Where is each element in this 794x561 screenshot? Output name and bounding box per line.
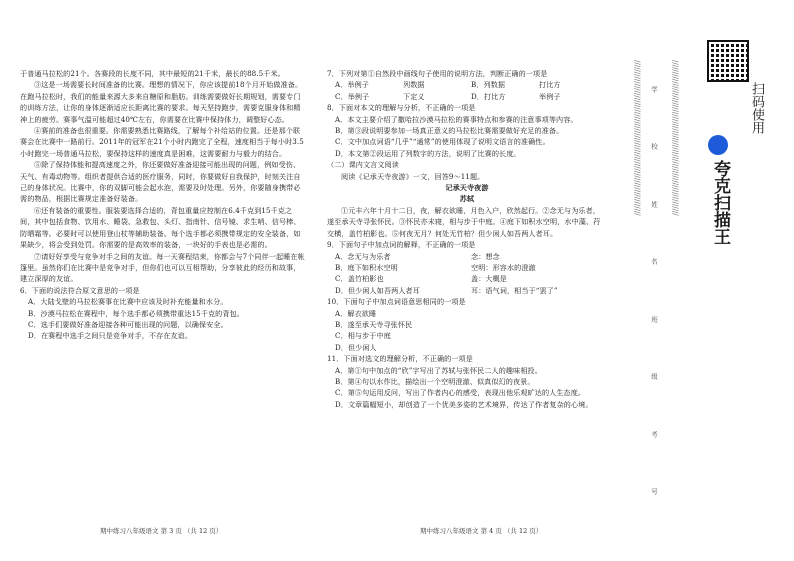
page-footer-right: 期中练习八年级语文 第 4 页 （共 12 页） xyxy=(420,527,543,535)
option: D．但少闲人 xyxy=(335,342,377,352)
option: C．第⑤句运用反问，写出了作者内心的感受，表现出他乐观旷达的人生态度。 xyxy=(335,388,586,398)
binding-line: ////////////////////////////////////////////////////////////////// xyxy=(633,60,641,216)
question-9-stem: 9．下面句子中加点词的解释，不正确的一项是 xyxy=(327,240,476,250)
option: B．列数据 xyxy=(471,80,506,90)
option-row xyxy=(327,273,607,284)
scan-label: 扫码使用 xyxy=(749,82,764,134)
left-page xyxy=(20,68,306,342)
option: 打比方 xyxy=(539,80,561,90)
paragraph: ④赛前的准备也很重要。你需要熟悉比赛路线，了解每个补给站的位置。还是那个联赛会在比赛中一路前行。2011年的冠军在21个小时内跑完了全程，速度相当于每小时3.5小时跑完一场普通马拉松，要保持这样的速度真是困难，这需要耐力与毅力的结合。 xyxy=(20,126,304,158)
option: 盖：大概是 xyxy=(471,274,507,284)
paragraph: ③这是一场需要长时间准备的比赛。理想的情况下，你应该提前18个月开始做准备。在跑马拉松时，我们的能量来源大多来自糖原和脂肪。训练需要做好长期规划，需要专门的训练方法，让你的身体逐渐适应长距离比赛的要求。每天坚持跑步，需要克服身体和精神上的疲劳。赛事气温可能超过40℃左右，你需要在比赛中保持体力，调整好心态。 xyxy=(20,80,303,124)
paragraph: 于普通马拉松的21个。各赛段的长度不同，其中最短的21千米，最长的88.5千米。 xyxy=(20,69,285,78)
passage-title: 记承天寺夜游 xyxy=(445,183,489,193)
option: C．文中加点词语“几乎”“通常”的使用体现了说明文语言的准确性。 xyxy=(335,137,550,147)
option: D．在赛程中选手之间只是竞争对手，不存在友谊。 xyxy=(28,331,193,341)
option: 耳：语气词，相当于“罢了” xyxy=(471,285,558,295)
margin-label: 考 xyxy=(650,430,658,437)
classic-text: ①元丰六年十月十二日，夜，解衣欲睡，月色入户，欣然起行。②念无与为乐者，遂至承天寺寻张怀民。③怀民亦未寝，相与步于中庭。④庭下如积水空明，水中藻、荇交横，盖竹柏影也。⑤何夜无月？何处无竹柏？但少闲人如吾两人者耳。 xyxy=(327,205,601,238)
option: A．念无与为乐者 xyxy=(335,251,391,261)
binding-labels xyxy=(645,60,659,520)
question-7-stem: 7．下列对第①自然段中画线句子使用的说明方法，判断正确的一项是 xyxy=(327,69,548,78)
option: A．解衣欲睡 xyxy=(335,308,377,318)
option: C．举例子 xyxy=(335,91,370,101)
margin-label: 班 xyxy=(650,315,658,322)
option: 举例子 xyxy=(539,91,561,101)
option: A．举例子 xyxy=(335,80,369,90)
option: C．选手们要做好准备迎接各种可能出现的问题，以确保安全。 xyxy=(28,319,228,329)
option-row xyxy=(327,91,607,102)
option: D．本文第②段运用了列数字的方法，说明了比赛的长度。 xyxy=(335,148,521,158)
question-10-stem: 10．下面句子中加点词语意思相同的一项是 xyxy=(327,297,466,307)
section-label: （二）课内文言文阅读 xyxy=(327,160,399,170)
option: A．第①句中加点的“欣”字写出了苏轼与张怀民二人的趣味相投。 xyxy=(335,365,542,375)
margin-label: 名 xyxy=(650,258,658,265)
option: B．遂至承天寺寻张怀民 xyxy=(335,319,413,329)
option: B．第④句以水作比，描绘出一个空明澄澈、似真似幻的夜景。 xyxy=(335,376,535,386)
right-page xyxy=(327,68,607,410)
option: B．庭下如积水空明 xyxy=(335,262,398,272)
option: 下定义 xyxy=(403,91,425,101)
option: 列数据 xyxy=(403,80,425,90)
brand-name: 夸克扫描王 xyxy=(710,160,730,245)
margin-label: 学 xyxy=(650,85,658,92)
option: B．第③段说明要参加一场真正意义的马拉松比赛需要做好充足的准备。 xyxy=(335,126,564,136)
qr-code-icon[interactable] xyxy=(707,40,749,82)
option: 空明：形容水的澄澈 xyxy=(471,262,536,272)
option: D．文章篇幅短小，却创造了一个优美多姿的艺术境界，传达了作者复杂的心境。 xyxy=(335,399,593,409)
option: A．本文主要介绍了撒哈拉沙漠马拉松的赛事特点和参赛的注意事项等内容。 xyxy=(335,114,578,124)
section-desc: 阅读《记承天寺夜游》一文，回答9～11题。 xyxy=(341,171,485,181)
option: C．相与步于中庭 xyxy=(335,331,391,341)
option: C．盖竹柏影也 xyxy=(335,274,384,284)
option: A．大陆戈壁的马拉松赛事在比赛中应该及时补充能量和水分。 xyxy=(28,297,228,307)
option: D．但少闲人如吾两人者耳 xyxy=(335,285,420,295)
margin-label: 校 xyxy=(650,143,658,150)
option-row xyxy=(327,285,607,296)
margin-label: 姓 xyxy=(650,200,658,207)
option: 念：想念 xyxy=(471,251,500,261)
paragraph: ⑦请好好享受与竞争对手之间的友谊。每一天赛程结束，你都会与7个同伴一起睡在帐篷里。虽然你们在比赛中是竞争对手，但你们也可以互相帮助，分享彼此的经历和故事，建立深厚的友谊。 xyxy=(20,251,305,284)
option: B．沙漠马拉松在赛程中，每个选手都必须携带重达15千克的背包。 xyxy=(28,308,244,318)
paragraph: ⑥还有装备的重要性。服装要选择合适的，背包重量应控制在6.4千克到15千克之间，其中包括食物、饮用水、睡袋、急救包、头灯、指南针、信号镜、求生哨、信号棒、防晒霜等。必要时可以使用登山杖等辅助装备。每个选手都必须携带规定的安全装备，如果缺少，将会受到处罚。你需要的是高效率的装备，一块好的手表也是必需的。 xyxy=(20,205,301,250)
question-6-stem: 6．下面的说法符合原文意思的一项是 xyxy=(20,285,140,295)
margin-label: 号 xyxy=(650,488,658,495)
passage-author: 苏轼 xyxy=(459,194,475,204)
binding-line: ////////////////////////////////////////////////////////////////// xyxy=(671,60,679,216)
page-footer-left: 期中练习八年级语文 第 3 页 （共 12 页） xyxy=(100,527,223,535)
option-row xyxy=(327,262,607,273)
question-11-stem: 11．下面对选文的理解分析，不正确的一项是 xyxy=(327,354,473,364)
margin-label: 级 xyxy=(650,373,658,380)
option-row xyxy=(327,251,607,262)
question-8-stem: 8．下面对本文的理解与分析，不正确的一项是 xyxy=(327,103,476,113)
option-row xyxy=(327,79,607,90)
option: D．打比方 xyxy=(471,91,506,101)
paragraph: ⑤除了保持体能和提高速度之外，你还要做好准备迎接可能出现的问题，例如受伤、天气、有毒动物等。组织者提供合适的医疗服务，同时，你要做好自我保护，时刻关注自己的身体状况。比赛中，你的双脚可能会起水泡，需要及时处理。另外，你要随身携带必需的物品，根据比赛规定准备好装备。 xyxy=(20,160,301,204)
brand-logo-icon xyxy=(708,135,728,155)
